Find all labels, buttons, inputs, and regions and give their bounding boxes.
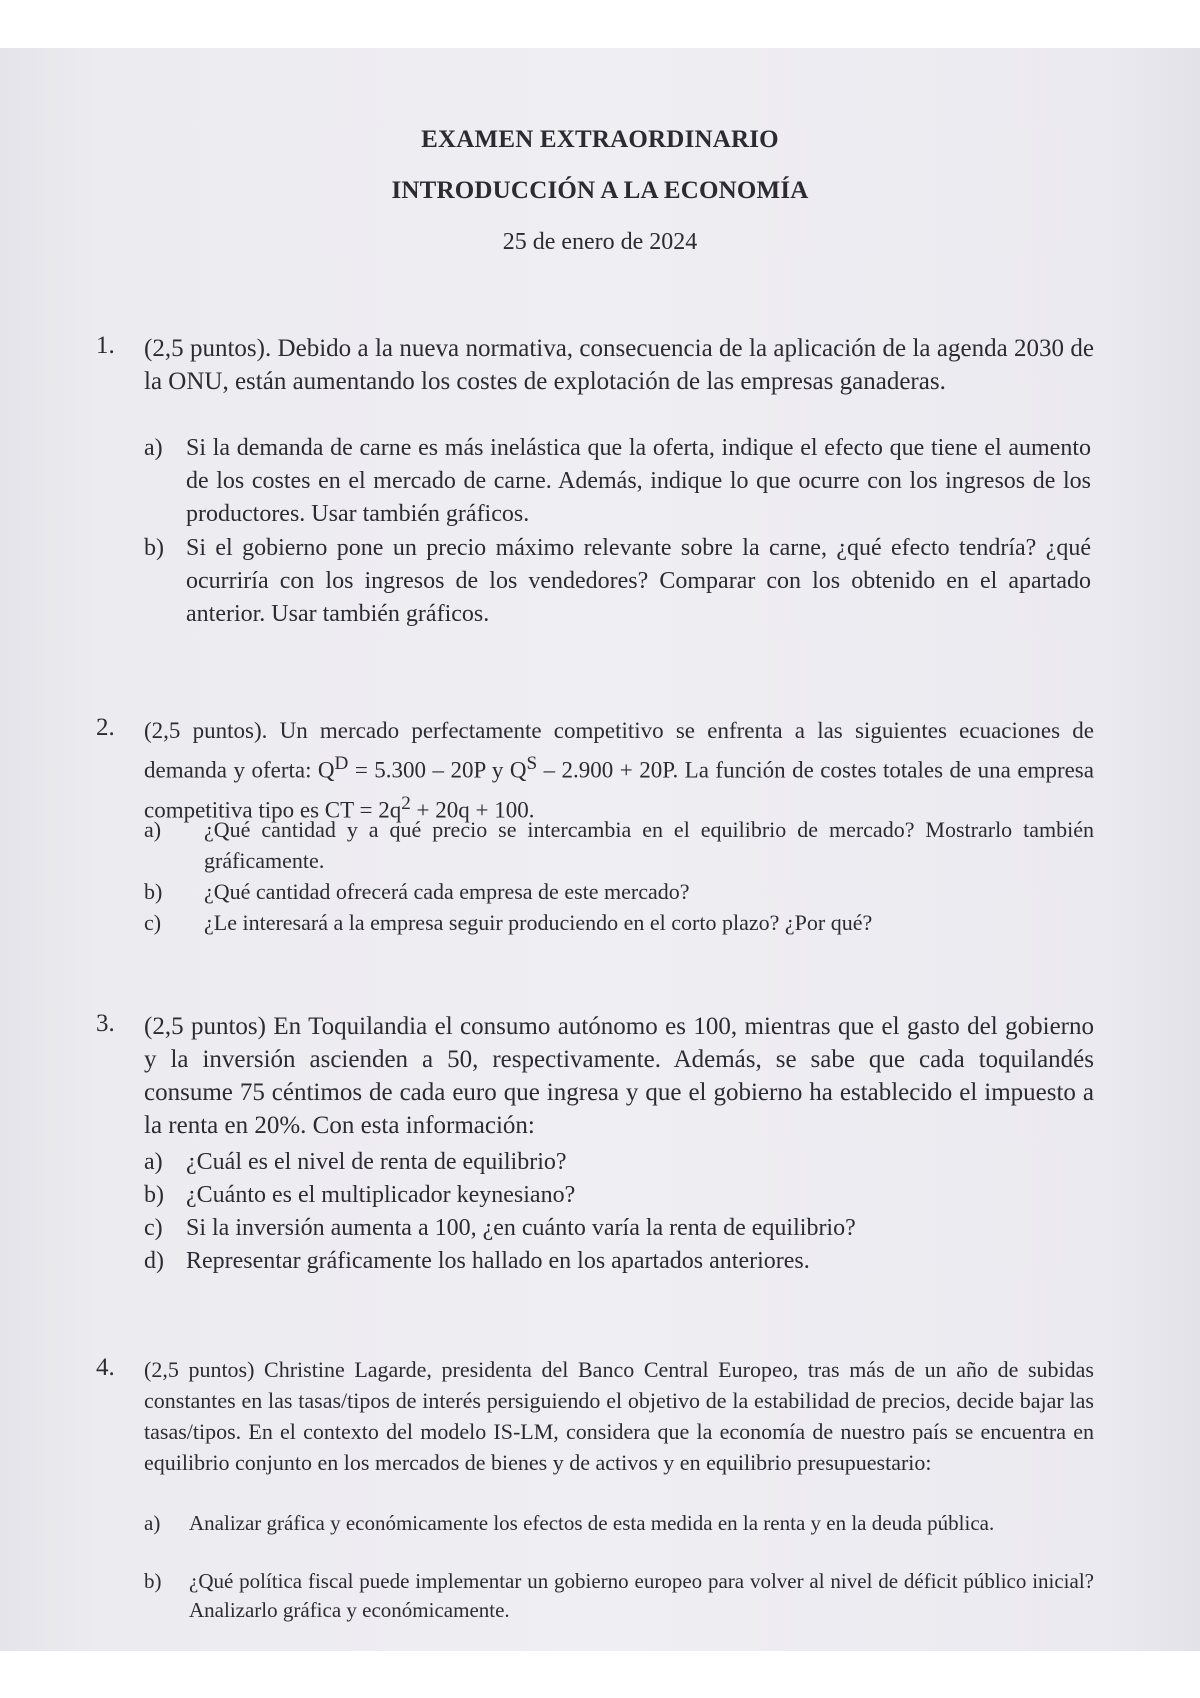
sub-question-text: ¿Cuánto es el multiplicador keynesiano? [186,1182,576,1208]
question-text: (2,5 puntos). Debido a la nueva normativa, consecuencia de la aplicación de la agenda 2030 de la ONU, están aumentando los costes de explotación de las empresas ganaderas. [144,335,1094,395]
sub-question-label: a) [144,1149,163,1175]
question-number: 3. [96,1010,115,1037]
question-text: (2,5 puntos) Christine Lagarde, presidenta del Banco Central Europeo, tras más de un año de subidas constantes en las tasas/tipos de interés persiguiendo el objetivo de la estabilidad de precios, decide bajar las tasas/tipos. En el contexto del modelo IS-LM, considera que la economía de nuestro país se encuentra en equilibrio conjunto en los mercados de bienes y de activos y en equilibrio presupuestario: [144,1357,1094,1475]
question-number: 2. [96,714,115,741]
sub-question-label: c) [144,910,162,935]
sub-question-text: ¿Le interesará a la empresa seguir produciendo en el corto plazo? ¿Por qué? [204,910,873,935]
sub-question-text: Si la demanda de carne es más inelástica que la oferta, indique el efecto que tiene el aumento de los costes en el mercado de carne. Además, indique lo que ocurre con los ingresos de los productores. Usar también gráficos. [186,435,1091,527]
sub-question-text: Si la inversión aumenta a 100, ¿en cuánto varía la renta de equilibrio? [186,1215,856,1241]
sub-question-label: b) [144,535,164,561]
sub-question-text: Representar gráficamente los hallado en los apartados anteriores. [186,1248,810,1274]
subject-heading: INTRODUCCIÓN A LA ECONOMÍA [391,177,809,204]
sub-question-label: c) [144,1215,163,1241]
sub-question-text: ¿Qué cantidad ofrecerá cada empresa de este mercado? [204,879,690,904]
sub-question-label: a) [144,1511,161,1535]
sub-question-label: a) [144,435,163,461]
sub-question-label: d) [144,1248,164,1274]
question-text: (2,5 puntos) En Toquilandia el consumo autónomo es 100, mientras que el gasto del gobierno y la inversión ascienden a 50, respectivamente. Además, se sabe que cada toquilandés consume 75 céntimos de cada euro que ingresa y que el gobierno ha establecido el impuesto a la renta en 20%. Con esta información: [144,1013,1094,1139]
exam-date: 25 de enero de 2024 [502,229,698,255]
sub-question-label: a) [144,817,162,842]
sub-question-text: ¿Qué política fiscal puede implementar un gobierno europeo para volver al nivel de déficit público inicial? Analizarlo gráfica y económicamente. [189,1569,1094,1622]
question-number: 1. [96,332,115,359]
sub-question-label: b) [144,879,163,904]
exam-type-heading: EXAMEN EXTRAORDINARIO [421,126,779,153]
sub-question-text: Analizar gráfica y económicamente los efectos de esta medida en la renta y en la deuda pública. [189,1511,995,1535]
sub-question-label: b) [144,1182,164,1208]
exam-page [0,48,1200,1651]
question-number: 4. [96,1354,115,1381]
question-text: (2,5 puntos). Un mercado perfectamente competitivo se enfrenta a las siguientes ecuaciones de demanda y oferta: $Q^D = 5.300 - 20P$ y $Q^S - 2.900 + 20P$. La función de costes totales de una empresa competitiva tipo es CT = $2q^2 + 20q + 100$. [144,718,1094,823]
sub-question-text: ¿Qué cantidad y a qué precio se intercambia en el equilibrio de mercado? Mostrarlo también gráficamente. [204,817,1094,873]
sub-question-text: Si el gobierno pone un precio máximo relevante sobre la carne, ¿qué efecto tendría? ¿qué ocurriría con los ingresos de los vendedores? Comparar con los obtenido en el apartado anterior. Usar también gráficos. [186,535,1091,627]
sub-question-label: b) [144,1569,162,1593]
sub-question-text: ¿Cuál es el nivel de renta de equilibrio? [186,1149,567,1175]
